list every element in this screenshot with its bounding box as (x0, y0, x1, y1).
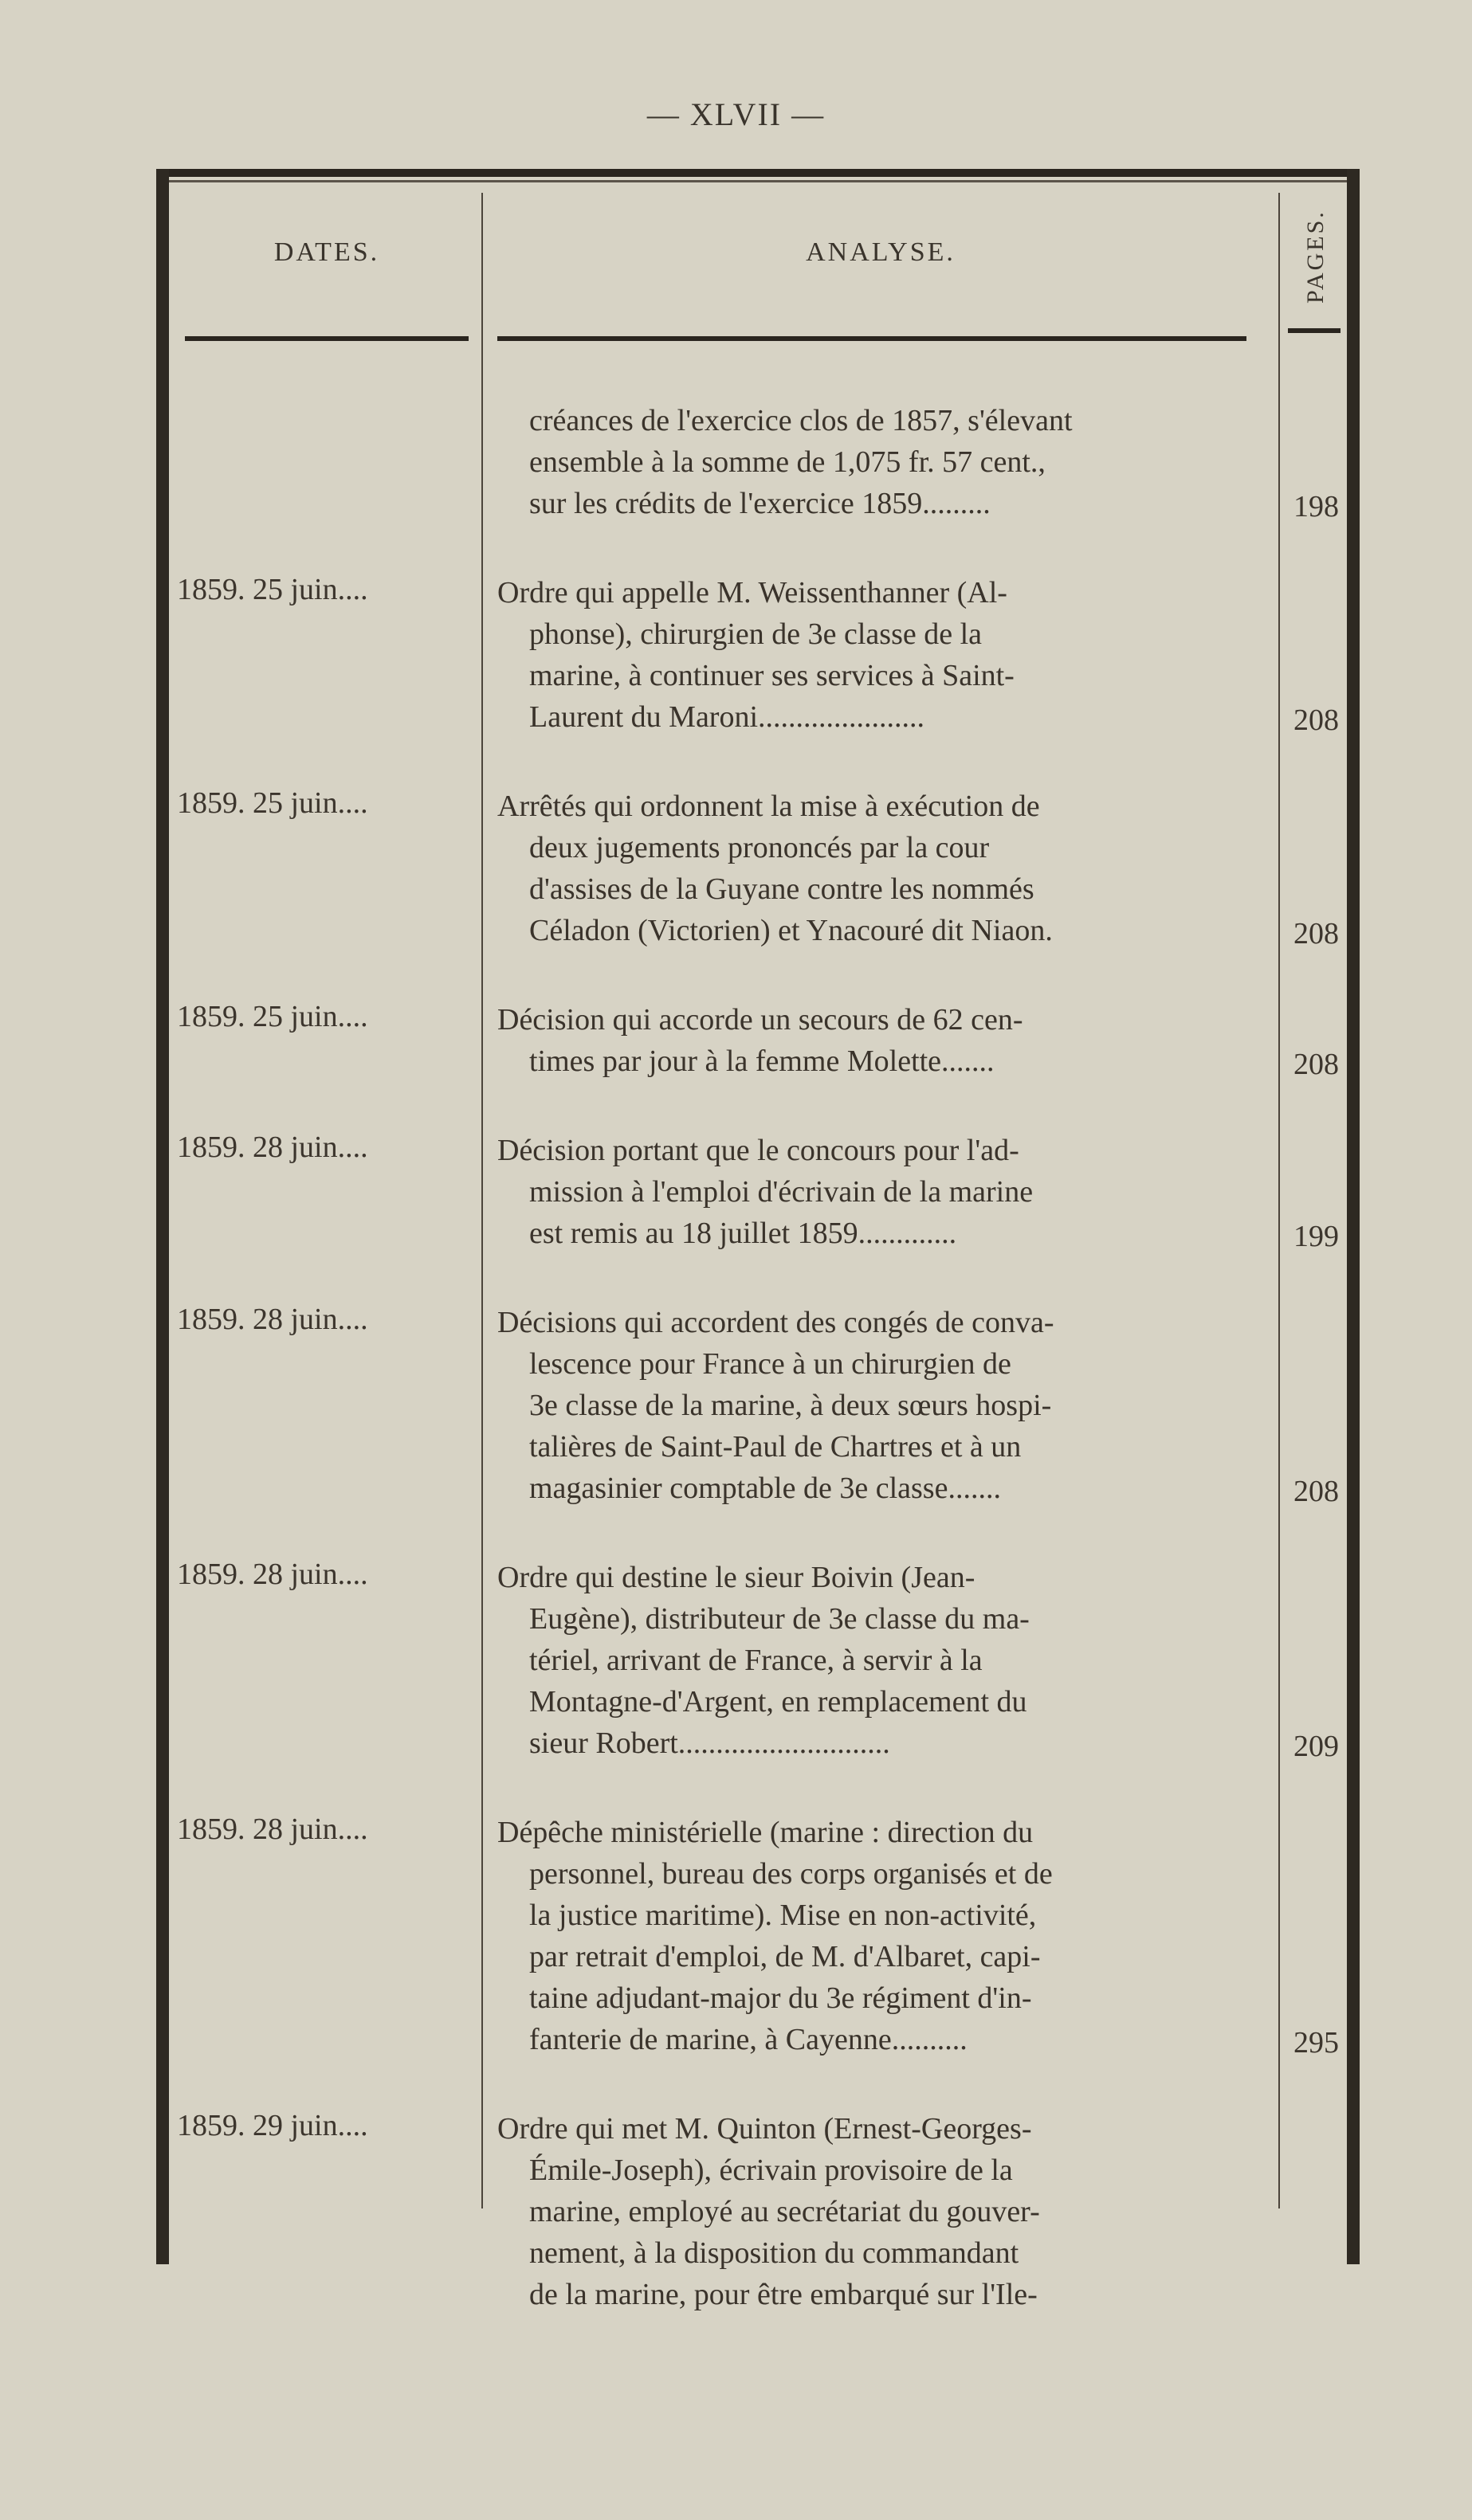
entry-page: 208 (1293, 917, 1339, 950)
entry-analysis (497, 1812, 1246, 2060)
analysis-line: par retrait d'emploi, de M. d'Albaret, capi- (529, 1940, 1041, 1973)
entry-analysis (497, 400, 1246, 524)
analysis-line: Ordre qui met M. Quinton (Ernest-Georges- (497, 2112, 1032, 2146)
entry-page: 209 (1293, 1730, 1339, 1763)
header-rule (185, 336, 469, 341)
analysis-line: Ordre qui destine le sieur Boivin (Jean- (497, 1561, 975, 1594)
analysis-line: Montagne-d'Argent, en remplacement du (529, 1685, 1027, 1719)
analysis-line: sieur Robert............................ (529, 1726, 890, 1760)
table-row (156, 786, 1360, 951)
analysis-line: mission à l'emploi d'écrivain de la marine (529, 1175, 1034, 1209)
table-row (156, 1302, 1360, 1509)
analysis-line: créances de l'exercice clos de 1857, s'élevant (529, 404, 1073, 437)
analysis-line: sur les crédits de l'exercice 1859......... (529, 487, 991, 520)
analysis-line: Dépêche ministérielle (marine : direction du (497, 1816, 1034, 1849)
entry-analysis (497, 2108, 1246, 2315)
entry-date: 1859. 25 juin.... (177, 573, 368, 606)
analysis-line: magasinier comptable de 3e classe....... (529, 1472, 1001, 1505)
table-row (156, 1812, 1360, 2060)
entry-analysis (497, 1302, 1246, 1509)
analysis-line: marine, employé au secrétariat du gouver- (529, 2195, 1040, 2228)
analysis-line: taine adjudant-major du 3e régiment d'in- (529, 1981, 1032, 2015)
analysis-line: Émile-Joseph), écrivain provisoire de la (529, 2154, 1013, 2187)
entry-page: 208 (1293, 1475, 1339, 1508)
analysis-line: nement, à la disposition du commandant (529, 2236, 1019, 2270)
table-row (156, 999, 1360, 1082)
table-frame (156, 169, 1360, 2503)
entries-list (156, 400, 1360, 2363)
analysis-line: la justice maritime). Mise en non-activité, (529, 1899, 1037, 1932)
entry-page: 199 (1293, 1220, 1339, 1253)
entry-date: 1859. 28 juin.... (177, 1813, 368, 1846)
analysis-line: phonse), chirurgien de 3e classe de la (529, 617, 983, 651)
analysis-line: talières de Saint-Paul de Chartres et à un (529, 1430, 1022, 1464)
entry-page: 198 (1293, 490, 1339, 523)
entry-analysis (497, 1557, 1246, 1764)
entry-date: 1859. 28 juin.... (177, 1558, 368, 1591)
entry-page: 295 (1293, 2026, 1339, 2060)
top-rule-thin (156, 180, 1360, 182)
analysis-line: fanterie de marine, à Cayenne.......... (529, 2023, 968, 2056)
entry-date: 1859. 29 juin.... (177, 2109, 368, 2142)
analysis-line: marine, à continuer ses services à Saint- (529, 659, 1015, 692)
table-row (156, 400, 1360, 524)
column-header-dates: DATES. (273, 237, 380, 267)
analysis-line: Décision qui accorde un secours de 62 cen- (497, 1003, 1023, 1037)
table-row (156, 572, 1360, 738)
analysis-line: lescence pour France à un chirurgien de (529, 1347, 1011, 1381)
table-row (156, 1557, 1360, 1764)
entry-date: 1859. 25 juin.... (177, 1000, 368, 1033)
column-header-analyse: ANALYSE. (806, 237, 956, 267)
analysis-line: Décision portant que le concours pour l'ad- (497, 1134, 1019, 1167)
entry-date: 1859. 28 juin.... (177, 1303, 368, 1336)
table-row (156, 1130, 1360, 1254)
analysis-line: times par jour à la femme Molette....... (529, 1044, 995, 1078)
analysis-line: tériel, arrivant de France, à servir à la (529, 1644, 983, 1677)
analysis-line: ensemble à la somme de 1,075 fr. 57 cent., (529, 445, 1046, 479)
page-header: — XLVII — (646, 96, 826, 132)
analysis-line: Laurent du Maroni...................... (529, 700, 925, 734)
analysis-line: Décisions qui accordent des congés de conva- (497, 1306, 1054, 1339)
entry-analysis (497, 572, 1246, 738)
analysis-line: Céladon (Victorien) et Ynacouré dit Niaon. (529, 914, 1053, 947)
analysis-line: Ordre qui appelle M. Weissenthanner (Al- (497, 576, 1007, 609)
top-rule (156, 169, 1360, 177)
analysis-line: Eugène), distributeur de 3e classe du ma- (529, 1602, 1030, 1636)
column-header-pages: PAGES. (1302, 210, 1329, 304)
header-rule (497, 336, 1246, 341)
entry-date: 1859. 28 juin.... (177, 1131, 368, 1164)
header-rule (1288, 328, 1341, 333)
entry-page: 208 (1293, 703, 1339, 737)
entry-analysis (497, 786, 1246, 951)
entry-analysis (497, 1130, 1246, 1254)
analysis-line: d'assises de la Guyane contre les nommés (529, 872, 1034, 906)
analysis-line: deux jugements prononcés par la cour (529, 831, 990, 864)
entry-date: 1859. 25 juin.... (177, 786, 368, 820)
table-row (156, 2108, 1360, 2315)
entry-page: 208 (1293, 1048, 1339, 1081)
analysis-line: personnel, bureau des corps organisés et de (529, 1857, 1053, 1891)
analysis-line: Arrêtés qui ordonnent la mise à exécution de (497, 790, 1040, 823)
analysis-line: 3e classe de la marine, à deux sœurs hospi- (529, 1389, 1052, 1422)
entry-analysis (497, 999, 1246, 1082)
analysis-line: de la marine, pour être embarqué sur l'Ile- (529, 2278, 1038, 2311)
analysis-line: est remis au 18 juillet 1859............. (529, 1217, 957, 1250)
